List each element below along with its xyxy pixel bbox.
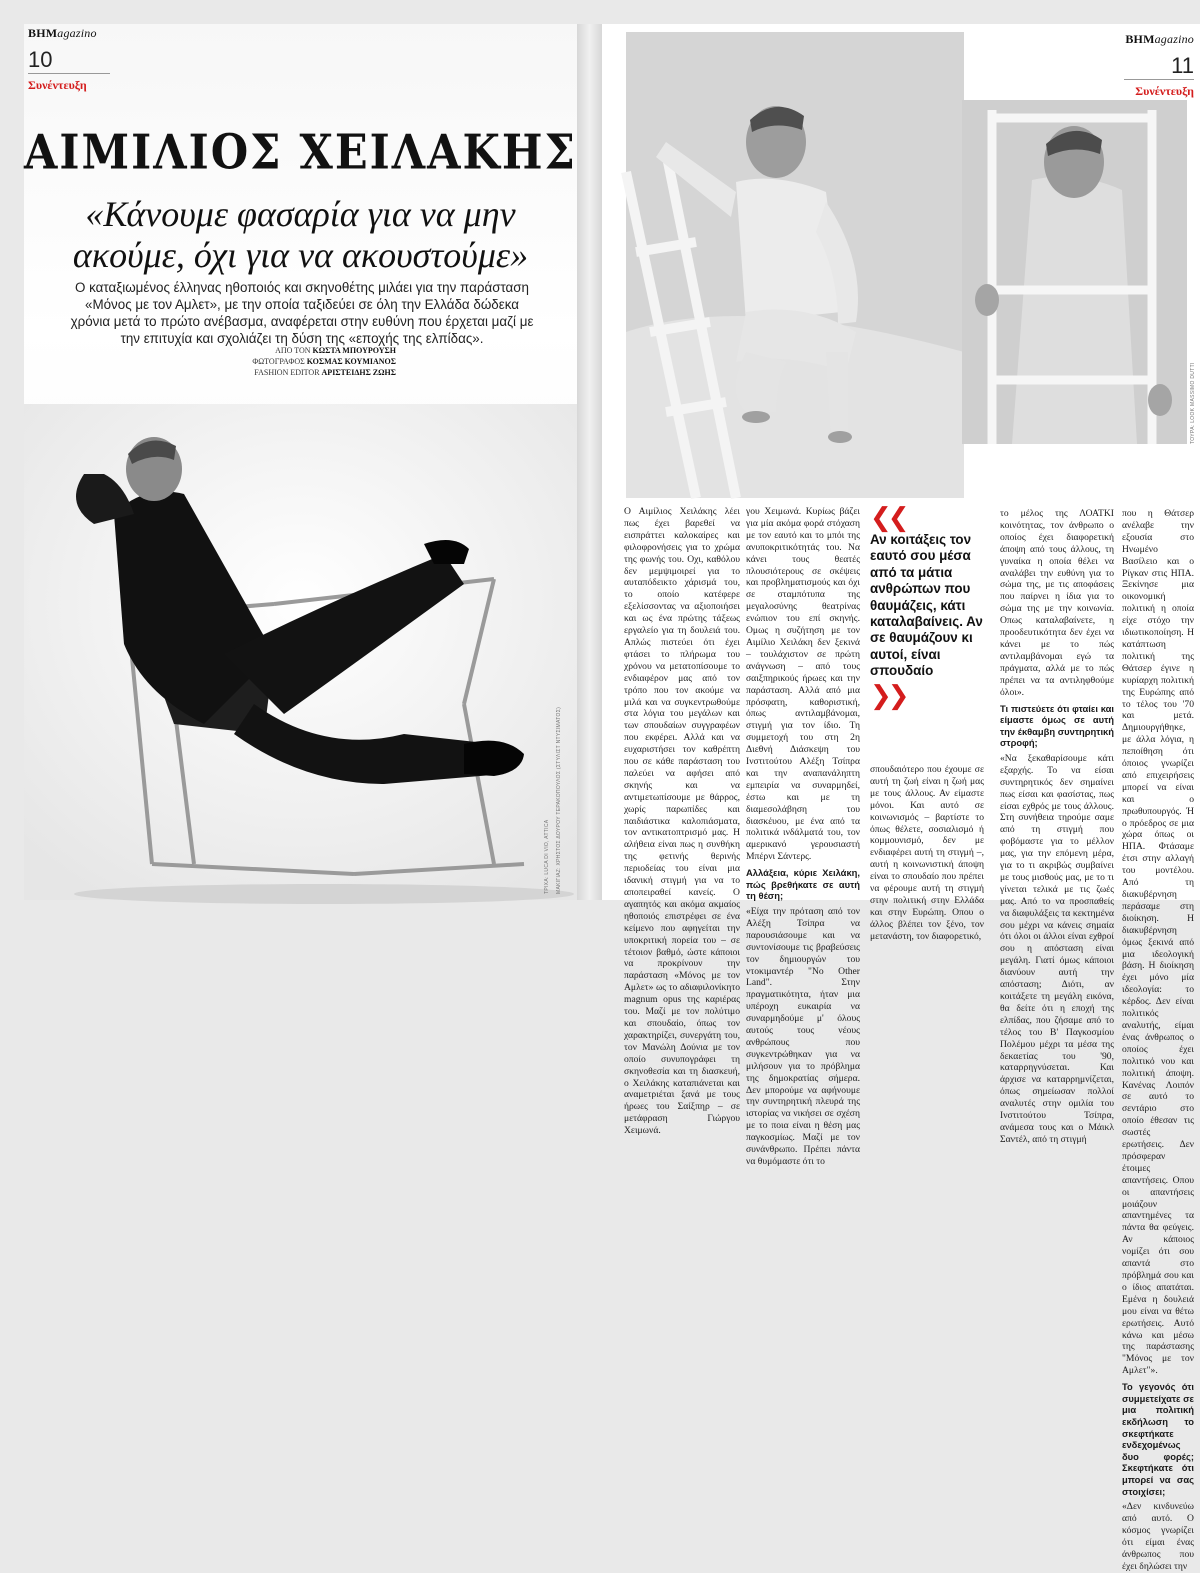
body-column-2 (746, 506, 860, 1168)
quote-open-icon: ❮❮ (870, 503, 906, 533)
left-page-header (28, 26, 110, 93)
page-number: 11 (1171, 53, 1194, 78)
right-page-header (1124, 32, 1194, 99)
photo-credit: ΤΡΙΧΑ: LUCA DI VIO, ATTICA (544, 819, 550, 894)
paragraph: που η Θάτσερ ανέλαβε την εξουσία στο Ηνωμένο Βασίλειο και ο Ρίγκαν στις ΗΠΑ. Ξεκίνησε μια οικονομική πολιτική η οποία είχε στόχο την ιδιωτικοποίηση. Η κατάπτωση πολιτική της Θάτσερ έγινε η κυρίαρχη πολιτική της Ευρώπης από το τέλος του '70 και μετά. Δημιουργήθηκε, με άλλα λόγια, η πεποίθηση ότι όποιος γνωρίζει από επιχειρήσεις μπορεί να είναι και ο πρωθυπουργός. Ή ο πρόεδρος σε μια χώρα όπως οι ΗΠΑ. Φτάσαμε έτσι στην αλλαγή του μοντέλου. Από τη διακυβέρνηση περάσαμε στη διοίκηση. Η διακυβέρνηση όμως ξεκινά από μια ιδεολογική βάση. Η διοίκηση έχει μόνο μία ιδεολογία: το κέρδος. Δεν είναι πολιτικός αναλυτής, είμαι ένας άνθρωπος ο οποίος έχει πολιτικό νου και πολιτική άποψη. Κανένας Λοιπόν σε αυτό το σεντάριο στο οποίο έθεσαν τις σωστές ερωτήσεις. Δεν πρόσφεραν έτοιμες απαντήσεις. Οπου οι απαντήσεις μοιάζουν απαντημένες τα πάντα θα φεύγεις. Αν κάποιος νομίζει ότι σου απαντά στο πρόβλημά σου και ο ίδιος απατάται. Εμένα η δουλειά μου είναι να θέτω ερωτήσεις. Αυτό κάνω και μέσω της παράστασης "Μόνος με τον Αμλετ"». (1122, 508, 1194, 1377)
section-label: Συνέντευξη (28, 78, 87, 92)
photo-illustration (626, 32, 964, 498)
interview-question: Τι πιστεύετε ότι φταίει και είμαστε όμως σε αυτή την έκθαμβη συντηρητική στροφή; (1000, 702, 1114, 749)
interview-question: Το γεγονός ότι συμμετείχατε σε μια πολιτική εκδήλωση το σκεφτήκατε ενδεχομένως δυο φορές; Σκεφτήκατε ότι μπορεί να σας στοιχίσει; (1122, 1381, 1194, 1497)
header-rule (28, 73, 110, 74)
right-page (602, 24, 1200, 1572)
paragraph: «Να ξεκαθαρίσουμε κάτι εξαρχής. Το να είσαι συντηρητικός δεν σημαίνει πως είσαι και φασίστας, πως είσαι εχθρός με τους άλλους. Στη συνήθεια τηρούμε σαμε από τη στιγμή που φοβόμαστε για το μέλλον μας, για την επόμενη μέρα, για το τι ακριβώς συμβαίνει με τους μισθούς μας, με το τι γίνεται τελικά με τις ζωές μας. Από το να προσπαθείς να διαφυλάξεις τα κεκτημένα σου μέχρι να κάνεις σημαία ότι όλοι οι άλλοι είναι εχθροί σου η απόσταση είναι μεγάλη. Γιατί όμως κάποιοι διανύουν αυτή την απόσταση; Διότι, αν κοιτάξετε τη μεγάλη εικόνα, θα δείτε ότι η εποχή της ελπίδας, που ζήσαμε από το τέλος του Β' Παγκοσμίου Πολέμου μέχρι τα μέσα της δεκαετίας του '90, καταρρηγνύσεται. Και άρχισε να καταρρημνίζεται, όπως σημείωσαν πολλοί αναλυτές στην ομιλία του Ινστιτούτου Τσίπρα, ανάμεσα τους και ο Μάικλ Σαντέλ, από τη στιγμή (1000, 752, 1114, 1145)
page-number: 10 (28, 47, 53, 72)
magazine-logo: ΒΗΜagazino (28, 26, 97, 40)
cover-photo-seated-man (24, 404, 577, 900)
photo-credit-secondary: ΜΑΚΙΓΙΑΖ: ΧΡΗΣΤΟΣ ΔΟΥΡΟΥ ΤΕΡΑΚΟΠΟΥΛΟΣ (ΣΤΥΛΙΣΤ ΝΤΥΣΙΜΑΤΟΣ) (556, 706, 562, 894)
interview-question: Αλλάξεια, κύριε Χειλάκη, πώς βρεθήκατε σε αυτή τη θέση; (746, 867, 860, 902)
magazine-logo: ΒΗΜagazino (1125, 32, 1194, 46)
spine-gutter (577, 24, 602, 900)
credit-line: ΦΩΤΟΓΡΑΦΟΣ ΚΟΣΜΑΣ ΚΟΥΜΙΑΝΟΣ (252, 357, 396, 366)
photo-man-through-ladder (962, 100, 1187, 444)
body-column-1 (624, 506, 740, 1137)
paragraph: Ο Αιμίλιος Χειλάκης λέει πως έχει βαρεθεί να εισπράττει καλοκαίρες και φιλοφρονήσεις για το χρώμα της φωνής του. Οχι, καθόλου δεν μεμψιμοιρεί για το αυταπόδεικτο χάρισμά του, το οποίο κατέφερε εξελίσσοντας να αξιοποιήσει και ως ένα πρώτης τάξεως εργαλείο για τη δουλειά του. Απλώς πιστεύει ότι έχει φτάσει το πλήρωμα του χρόνου να μετατοπίσουμε το ενδιαφέρον μας από τον τρόπο που τον ακούμε να μιλά και να συγκεντρωθούμε στα λόγια του μεγάλων και των σπουδαίων συγγραφέων που εκφέρει. Αλλά και να ευχαριστήσει τον καθρέπτη που σε κάθε παράσταση του παλεύει να αφήσει από σκηνής και να αντιμετωπίσουμε με θάρρος, χωρίς παρωπίδες και παιδιάστικα καλοπιάσματα, τον αντικατοπτρισμό μας. Η αλήθεια είναι πως η συνθήκη της φετινής θερινής περιοδείας του είναι μια ιδανική στιγμή για να το αποπειραθεί κανείς. Ο αγαπητός και ακόμα ακμαίος ηθοποιός επιστρέφει σε ένα κείμενο που αφηγείται την υποκριτική πορεία του – σε τέτοιον βαθμό, ώστε κάποιοι να προκρίνουν την παράσταση «Μόνος με τον Αμλετ» ως το αδιαφιλονίκητο magnum opus της καριέρας του. Μαζί με τον πολύτιμο και σπουδαίο, όπως τον χαρακτηρίζει, συνεργάτη του, τον Μανώλη Δούνια με τον οποίο συνυπογράφει τη σκηνοθεσία και τη διασκευή, ο Χειλάκης καταπιάνεται και αναμετριέται ξανά με τους ήρωες του Σαίξπηρ – σε μετάφραση Γιώργου Χειμωνά. (624, 506, 740, 1137)
left-page (24, 24, 577, 900)
pull-quote (870, 503, 992, 711)
article-title: ΑΙΜΙΛΙΟΣ ΧΕΙΛΑΚΗΣ (24, 125, 577, 181)
photo-man-on-ladder (626, 32, 964, 498)
body-column-3 (870, 764, 984, 943)
credit-line: FASHION EDITOR ΑΡΙΣΤΕΙΔΗΣ ΖΩΗΣ (254, 368, 396, 377)
paragraph: σπουδαιότερο που έχουμε σε αυτή τη ζωή είναι η ζωή μας με τους άλλους. Αν είμαστε μόνοι. Και αυτό σε κοινωνισμός – βαρτίστε το όπως θέλετε, σοσιαλισμό ή κομμουνισμό, δεν με ενδιαφέρει αυτή τη στιγμή –, αυτή η κοινωνιστική άποψη είναι το σπουδαίο που πρέπει να φέρουμε αυτή τη στιγμή στην πολιτική στην Ελλάδα και στην Ευρώπη. Οπου ο άλλος βλέπει τον ξένο, τον μετανάστη, τον διαφορετικό, (870, 764, 984, 942)
credit-line: ΑΠΟ ΤΟΝ ΚΩΣΤΑ ΜΠΟΥΡΟΥΣΗ (275, 346, 396, 355)
photo-credit: ΤΟΥΡΑ: LOOK MASSIMO DUTTI (1190, 362, 1196, 444)
article-deck: Ο καταξιωμένος έλληνας ηθοποιός και σκηνοθέτης μιλάει για την παράσταση «Μόνος με τον Αμλετ», με την οποία ταξιδεύει σε όλη την Ελλάδα δώδεκα χρόνια μετά το πρώτο ανέβασμα, αναφέρεται στην ευθύνη που έρχεται μαζί με την επιτυχία και σχολιάζει τη δύση της «εποχής της ελπίδας». (70, 280, 534, 346)
body-column-5 (1122, 508, 1194, 1573)
photo-illustration (24, 404, 577, 900)
photo-illustration (962, 100, 1187, 444)
byline-credits (236, 345, 396, 378)
body-column-4 (1000, 508, 1114, 1146)
quote-close-icon: ❯❯ (870, 680, 906, 711)
header-rule (1124, 79, 1194, 80)
pull-quote-text: Αν κοιτάξεις τον εαυτό σου μέσα από τα μάτια ανθρώπων που θαυμάζεις, κάτι καταλαβαίνεις. Αν σε θαυμάζουν κι αυτοί, είναι σπουδαίο (870, 532, 983, 679)
section-label: Συνέντευξη (1135, 84, 1194, 98)
paragraph: «Είχα την πρόταση από τον Αλέξη Τσίπρα να παρουσιάσουμε και να συντονίσουμε τις βραβεύσεις τον δημιουργών του ντοκιμαντέρ "No Other Land". Στην πραγματικότητα, ήταν μια υπέροχη ευκαιρία να συναρμηδούμε μ' όλους αυτούς τους νέους ανθρώπους που συγκεντρώθηκαν για να μιλήσουν για το πρόβλημα της δημοκρατίας σήμερα. Δεν μπορούμε να αφήνουμε την συντηρητική πλευρά της ιστορίας να νικήσει σε σχέση με το ποια είναι η θέση μας παγκοσμίως. Μαζί με τον συνάνθρωπο. Πρέπει πάντα να θυμόμαστε ότι το (746, 905, 860, 1167)
article-subtitle: «Κάνουμε φασαρία για να μην ακούμε, όχι για να ακουστούμε» (72, 194, 529, 275)
paragraph: γου Χειμωνά. Κυρίως βάζει για μία ακόμα φορά στόχαση με τον εαυτό και το μπόι της ανυποκριτικότητάς του. Να κάνει τους θεατές πλουσιότερους σε σκέψεις και προβληματισμούς και όχι σε σταμπότυπα της μεγαλοσύνης θεατρίνας ενώπιον του επί σκηνής. Ομως η συζήτηση με τον Αιμίλιο Χειλάκη δεν ξεκινά – τουλάχιστον σε πρώτη ανάγνωση – από τους σαιξπηρικούς ήρωες και την παράσταση. Αλλά από μια πρόσφατη, καθοριστική, όπως αντιλαμβάνομαι, στιγμή για τον ίδιο. Τη συμμετοχή του στη 2η Διεθνή Διάσκεψη του Ινστιτούτου Αλέξη Τσίπρα και την αναπανάληπτη εμπειρία να συναρμηδεί, έστω και με τη διαμεσολάβηση του διασκέυου, με ένα από τα πολιτικά ινδάλματά του, τον αμερικανό γερουσιαστή Μπέρνι Σάντερς. (746, 506, 860, 863)
paragraph: το μέλος της ΛΟΑΤΚΙ κοινότητας, τον άνθρωπο ο οποίος έχει διαφορετική άποψη από τους άλλους, τη γυναίκα η οποία θέλει να αναλάβει την ευθύνη για το σώμα της, με τις αποφάσεις που παίρνει η ίδια για το σώμα της με την κοινωνία. Οπως καταλαβαίνετε, η προοδευτικότητα δεν έχει να κάνει με το πώς αντιλαμβάνομαι εγώ τα πράγματα, αλλά με το πώς πρέπει να τα αντιληφθούμε όλοι». (1000, 508, 1114, 698)
paragraph: «Δεν κινδυνεύω από αυτό. Ο κόσμος γνωρίζει ότι είμαι ένας άνθρωπος που έχει δηλώσει την (1122, 1501, 1194, 1572)
